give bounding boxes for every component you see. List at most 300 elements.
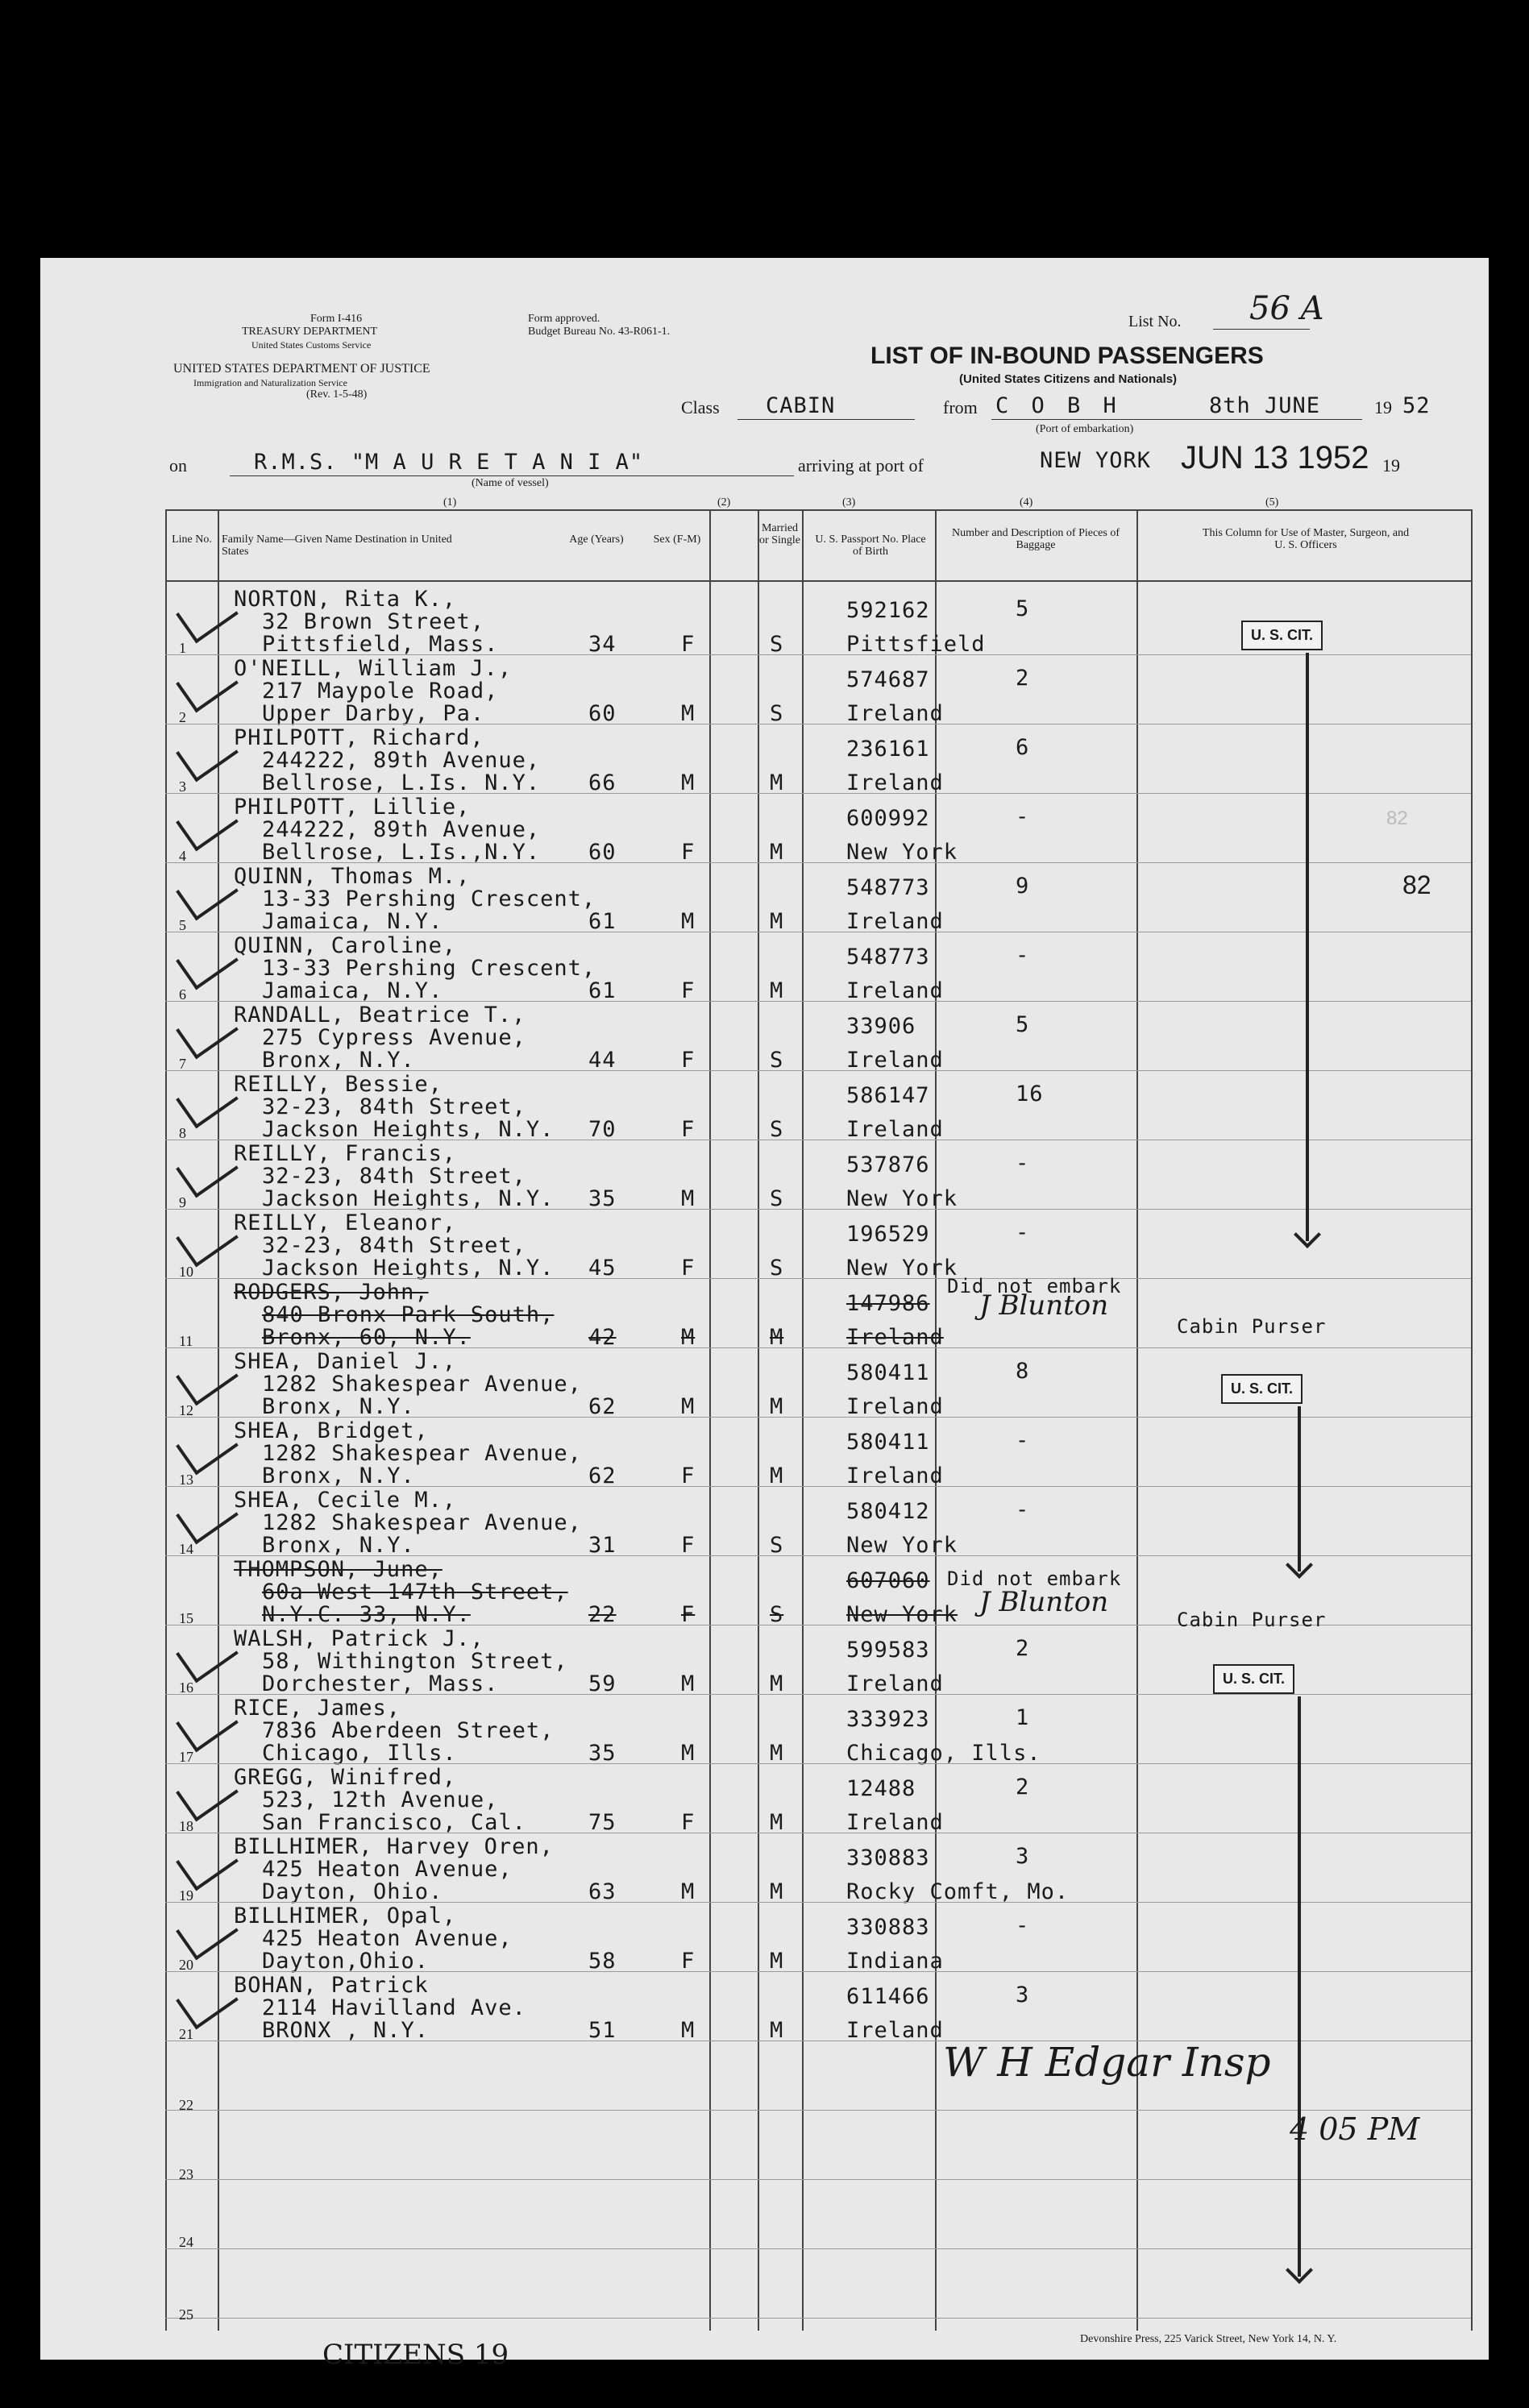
- check-mark-icon: [176, 932, 239, 990]
- sex-value: F: [681, 1256, 696, 1281]
- line-number: 13: [179, 1472, 193, 1488]
- check-mark-icon: [176, 1971, 239, 2030]
- table-row: [40, 1973, 1489, 2042]
- baggage-count: 6: [1016, 735, 1030, 760]
- sex-value: M: [681, 1186, 696, 1211]
- address-city: Bronx, N.Y.: [262, 1048, 415, 1073]
- age-value: 62: [588, 1463, 617, 1488]
- age-value: 60: [588, 840, 617, 865]
- sex-value: F: [681, 1949, 696, 1974]
- line-number: 15: [179, 1610, 193, 1626]
- address-street: 13-33 Pershing Crescent,: [262, 886, 596, 911]
- sex-value: F: [681, 1048, 696, 1073]
- marital-value: M: [770, 1810, 784, 1835]
- line-number: 21: [179, 2026, 193, 2042]
- date-value: 8th JUNE: [1209, 393, 1321, 418]
- place-of-birth: Ireland: [846, 1810, 944, 1835]
- passport-number: 599583: [846, 1638, 930, 1663]
- address-street: 1282 Shakespear Avenue,: [262, 1441, 582, 1466]
- time-note: 4 05 PM: [1290, 2111, 1420, 2147]
- marital-value: M: [770, 2018, 784, 2043]
- line-number: 10: [179, 1264, 193, 1280]
- group-bracket-arrow: [1306, 653, 1309, 1241]
- row-divider: [165, 1070, 1471, 1071]
- row-divider: [165, 2179, 1471, 2180]
- marital-value: S: [770, 1533, 784, 1558]
- age-value: 61: [588, 909, 617, 934]
- age-value: 42: [588, 1325, 617, 1350]
- passport-number: 236161: [846, 737, 930, 762]
- check-mark-icon: [176, 1694, 239, 1753]
- passenger-name: SHEA, Bridget,: [234, 1418, 429, 1443]
- line-number: 14: [179, 1541, 193, 1557]
- row-divider: [165, 2318, 1471, 2319]
- line-number: 20: [179, 1957, 193, 1973]
- passenger-name: REILLY, Francis,: [234, 1141, 457, 1166]
- address-street: 13-33 Pershing Crescent,: [262, 956, 596, 981]
- table-row: [40, 1072, 1489, 1141]
- place-of-birth: New York: [846, 1256, 958, 1281]
- row-divider: [165, 1763, 1471, 1764]
- line-number: 4: [179, 848, 186, 864]
- passenger-name: BILLHIMER, Harvey Oren,: [234, 1834, 554, 1859]
- line-number: 19: [179, 1887, 193, 1904]
- place-of-birth: New York: [846, 840, 958, 865]
- printer-footer: Devonshire Press, 225 Varick Street, New York 14, N. Y.: [1080, 2333, 1337, 2345]
- address-street: 32-23, 84th Street,: [262, 1094, 526, 1119]
- row-divider: [165, 1486, 1471, 1487]
- vessel-value: R.M.S. "M A U R E T A N I A": [254, 450, 644, 475]
- citizens-count: CITIZENS 19: [322, 2339, 509, 2371]
- line-number: 11: [179, 1333, 193, 1349]
- inspector-signature: W H Edgar Insp: [943, 2039, 1271, 2086]
- marital-value: M: [770, 1325, 784, 1350]
- place-of-birth: Ireland: [846, 1325, 944, 1350]
- row-divider: [165, 1971, 1471, 1972]
- place-of-birth: Ireland: [846, 770, 944, 795]
- address-city: Jackson Heights, N.Y.: [262, 1186, 555, 1211]
- passenger-name: PHILPOTT, Richard,: [234, 725, 484, 750]
- address-city: San Francisco, Cal.: [262, 1810, 526, 1835]
- passenger-name: WALSH, Patrick J.,: [234, 1626, 484, 1651]
- baggage-count: 8: [1016, 1359, 1030, 1384]
- check-mark-icon: [176, 1902, 239, 1961]
- age-value: 60: [588, 701, 617, 726]
- age-value: 59: [588, 1671, 617, 1696]
- marital-value: S: [770, 1602, 784, 1627]
- us-citizen-badge: U. S. CIT.: [1221, 1374, 1303, 1404]
- sex-value: F: [681, 1602, 696, 1627]
- address-street: 523, 12th Avenue,: [262, 1787, 499, 1812]
- address-street: 32-23, 84th Street,: [262, 1164, 526, 1189]
- place-of-birth: New York: [846, 1186, 958, 1211]
- passport-number: 333923: [846, 1707, 930, 1732]
- row-divider: [165, 1347, 1471, 1348]
- from-label: from: [943, 397, 978, 417]
- passport-number: 12488: [846, 1776, 916, 1801]
- row-divider: [165, 2248, 1471, 2249]
- cabin-purser-note: Cabin Purser: [1177, 1609, 1327, 1631]
- baggage-count: 5: [1016, 1012, 1030, 1037]
- marital-value: M: [770, 978, 784, 1003]
- address-city: Pittsfield, Mass.: [262, 632, 499, 657]
- table-row: [40, 933, 1489, 1003]
- faded-count-82: 82: [1386, 808, 1408, 829]
- check-mark-icon: [176, 585, 239, 644]
- baggage-count: 16: [1016, 1082, 1044, 1106]
- dept-justice: UNITED STATES DEPARTMENT OF JUSTICE: [173, 362, 430, 376]
- revision: (Rev. 1-5-48): [306, 388, 368, 401]
- age-value: 35: [588, 1741, 617, 1766]
- line-number: 8: [179, 1125, 186, 1141]
- row-divider: [165, 1001, 1471, 1002]
- marital-value: M: [770, 1741, 784, 1766]
- marital-value: S: [770, 1117, 784, 1142]
- row-divider: [165, 1694, 1471, 1695]
- header-officers: This Column for Use of Master, Surgeon, and U. S. Officers: [1202, 527, 1410, 551]
- port-embarkation-label: (Port of embarkation): [1036, 423, 1134, 435]
- passport-number: 580411: [846, 1430, 930, 1455]
- passport-number: 580412: [846, 1499, 930, 1524]
- age-value: 61: [588, 978, 617, 1003]
- passport-number: 611466: [846, 1984, 930, 2009]
- address-city: Bellrose, L.Is. N.Y.: [262, 770, 541, 795]
- address-city: BRONX , N.Y.: [262, 2018, 430, 2043]
- passenger-list-sheet: [40, 258, 1489, 2371]
- sex-value: M: [681, 770, 696, 795]
- list-number-label: List No.: [1128, 313, 1182, 330]
- address-street: 244222, 89th Avenue,: [262, 817, 541, 842]
- place-of-birth: Ireland: [846, 2018, 944, 2043]
- table-row: [40, 1904, 1489, 1973]
- passport-number: 548773: [846, 875, 930, 900]
- check-mark-icon: [176, 1625, 239, 1684]
- immigration-service: Immigration and Naturalization Service: [193, 377, 347, 388]
- check-mark-icon: [176, 793, 239, 852]
- place-of-birth: New York: [846, 1602, 958, 1627]
- check-mark-icon: [176, 1070, 239, 1129]
- address-city: Jackson Heights, N.Y.: [262, 1117, 555, 1142]
- passport-number: 330883: [846, 1845, 930, 1870]
- check-mark-icon: [176, 1833, 239, 1891]
- age-value: 62: [588, 1394, 617, 1419]
- address-street: 217 Maypole Road,: [262, 679, 499, 704]
- marital-value: S: [770, 1256, 784, 1281]
- arrival-date-stamp: JUN 13 1952: [1181, 440, 1369, 475]
- did-not-embark-note: Did not embark: [947, 1275, 1122, 1297]
- group-bracket-arrow: [1298, 1406, 1301, 1571]
- did-not-embark-note: Did not embark: [947, 1567, 1122, 1590]
- line-number: 5: [179, 917, 186, 933]
- table-row: [40, 1418, 1489, 1488]
- baggage-count: -: [1016, 1220, 1030, 1245]
- table-row: [40, 656, 1489, 725]
- place-of-birth: Ireland: [846, 1671, 944, 1696]
- line-number: 25: [179, 2306, 193, 2323]
- address-city: Upper Darby, Pa.: [262, 701, 485, 726]
- budget-bureau: Budget Bureau No. 43-R061-1.: [528, 326, 671, 338]
- line-number: 22: [179, 2097, 193, 2113]
- row-divider: [165, 654, 1471, 655]
- line-number: 6: [179, 986, 186, 1003]
- table-row: [40, 1834, 1489, 1904]
- list-number-value: 56 A: [1249, 290, 1324, 327]
- row-divider: [165, 2110, 1471, 2111]
- table-row: [40, 1696, 1489, 1765]
- check-mark-icon: [176, 1486, 239, 1545]
- passenger-name: RANDALL, Beatrice T.,: [234, 1003, 526, 1028]
- line-number: 18: [179, 1818, 193, 1834]
- baggage-count: 9: [1016, 874, 1030, 899]
- baggage-count: 2: [1016, 666, 1030, 691]
- passenger-name: SHEA, Cecile M.,: [234, 1488, 457, 1513]
- customs-service: United States Customs Service: [251, 339, 372, 351]
- age-value: 34: [588, 632, 617, 657]
- passenger-name: NORTON, Rita K.,: [234, 587, 457, 612]
- passport-number: 196529: [846, 1222, 930, 1247]
- table-row: [40, 1141, 1489, 1210]
- line-number: 7: [179, 1056, 186, 1072]
- form-approved: Form approved.: [528, 313, 600, 325]
- group-bracket-arrow: [1298, 1696, 1301, 2277]
- line-number: 12: [179, 1402, 193, 1418]
- address-street: 840 Bronx Park South,: [262, 1302, 555, 1327]
- line-number: 17: [179, 1749, 193, 1765]
- passenger-name: QUINN, Thomas M.,: [234, 864, 471, 889]
- sex-value: F: [681, 1463, 696, 1488]
- table-row: [40, 1003, 1489, 1072]
- place-of-birth: Chicago, Ills.: [846, 1741, 1041, 1766]
- age-value: 31: [588, 1533, 617, 1558]
- marital-value: S: [770, 632, 784, 657]
- sex-value: F: [681, 840, 696, 865]
- form-number: Form I-416: [310, 313, 363, 325]
- check-mark-icon: [176, 1140, 239, 1198]
- address-street: 244222, 89th Avenue,: [262, 748, 541, 773]
- baggage-count: 2: [1016, 1775, 1030, 1800]
- address-city: Bronx, N.Y.: [262, 1463, 415, 1488]
- passport-number: 548773: [846, 945, 930, 969]
- table-row: [40, 1765, 1489, 1834]
- row-divider: [165, 1555, 1471, 1556]
- header-sex: Sex (F-M): [653, 533, 701, 546]
- row-divider: [165, 1417, 1471, 1418]
- sex-value: M: [681, 1741, 696, 1766]
- line-number: 2: [179, 709, 186, 725]
- address-city: Dorchester, Mass.: [262, 1671, 499, 1696]
- check-mark-icon: [176, 724, 239, 783]
- baggage-count: 2: [1016, 1636, 1030, 1661]
- address-street: 425 Heaton Avenue,: [262, 1857, 513, 1882]
- place-of-birth: Ireland: [846, 978, 944, 1003]
- passenger-name: REILLY, Eleanor,: [234, 1210, 457, 1235]
- row-divider: [165, 1209, 1471, 1210]
- check-mark-icon: [176, 1417, 239, 1476]
- marital-value: M: [770, 1463, 784, 1488]
- age-value: 75: [588, 1810, 617, 1835]
- cabin-purser-note: Cabin Purser: [1177, 1315, 1327, 1338]
- address-city: Bronx, 60, N.Y.: [262, 1325, 471, 1350]
- address-city: Dayton, Ohio.: [262, 1879, 443, 1904]
- place-of-birth: Indiana: [846, 1949, 944, 1974]
- line-number: 16: [179, 1679, 193, 1696]
- place-of-birth: Ireland: [846, 1394, 944, 1419]
- sex-value: M: [681, 2018, 696, 2043]
- passenger-name: BOHAN, Patrick: [234, 1973, 429, 1998]
- sex-value: M: [681, 909, 696, 934]
- from-value: C O B H: [995, 393, 1121, 418]
- age-value: 35: [588, 1186, 617, 1211]
- marital-value: M: [770, 1949, 784, 1974]
- passport-number: 586147: [846, 1083, 930, 1108]
- marital-value: M: [770, 1879, 784, 1904]
- page-subtitle: (United States Citizens and Nationals): [959, 372, 1178, 386]
- address-city: Bronx, N.Y.: [262, 1394, 415, 1419]
- line-number: 1: [179, 640, 186, 656]
- check-mark-icon: [176, 1763, 239, 1822]
- passport-number: 592162: [846, 598, 930, 623]
- age-value: 66: [588, 770, 617, 795]
- place-of-birth: Ireland: [846, 1048, 944, 1073]
- table-row: [40, 725, 1489, 795]
- address-street: 1282 Shakespear Avenue,: [262, 1372, 582, 1397]
- port-value: NEW YORK: [1040, 448, 1152, 473]
- header-age: Age (Years): [569, 533, 624, 546]
- address-city: Jamaica, N.Y.: [262, 909, 443, 934]
- age-value: 51: [588, 2018, 617, 2043]
- sex-value: M: [681, 1325, 696, 1350]
- row-divider: [165, 862, 1471, 863]
- on-label: on: [169, 455, 187, 475]
- address-street: 7836 Aberdeen Street,: [262, 1718, 555, 1743]
- passport-number: 330883: [846, 1915, 930, 1940]
- col-number-4: (4): [1020, 496, 1033, 509]
- address-street: 2114 Havilland Ave.: [262, 1995, 526, 2020]
- age-value: 58: [588, 1949, 617, 1974]
- passenger-name: REILLY, Bessie,: [234, 1072, 442, 1097]
- passenger-name: BILLHIMER, Opal,: [234, 1904, 457, 1928]
- marital-value: M: [770, 1671, 784, 1696]
- address-city: Chicago, Ills.: [262, 1741, 457, 1766]
- baggage-count: -: [1016, 1497, 1030, 1522]
- marital-value: S: [770, 1048, 784, 1073]
- us-citizen-badge: U. S. CIT.: [1241, 621, 1323, 650]
- baggage-count: -: [1016, 804, 1030, 829]
- purser-signature: J Blunton: [979, 1586, 1109, 1618]
- baggage-count: 3: [1016, 1844, 1030, 1869]
- passport-number: 537876: [846, 1152, 930, 1177]
- header-married: Married or Single: [759, 522, 800, 546]
- page-title: LIST OF IN-BOUND PASSENGERS: [870, 343, 1264, 369]
- place-of-birth: Ireland: [846, 701, 944, 726]
- passenger-name: THOMPSON, June,: [234, 1557, 442, 1582]
- age-value: 63: [588, 1879, 617, 1904]
- age-value: 44: [588, 1048, 617, 1073]
- margin-count-82: 82: [1402, 870, 1431, 899]
- year-prefix: 19: [1374, 397, 1392, 417]
- table-row: [40, 1488, 1489, 1557]
- header-name: Family Name—Given Name Destination in United States: [222, 533, 452, 558]
- passenger-name: QUINN, Caroline,: [234, 933, 457, 958]
- age-value: 22: [588, 1602, 617, 1627]
- table-row: [40, 1280, 1489, 1349]
- passenger-name: GREGG, Winifred,: [234, 1765, 457, 1790]
- address-street: 1282 Shakespear Avenue,: [262, 1510, 582, 1535]
- table-row: [40, 795, 1489, 864]
- table-row: [40, 1210, 1489, 1280]
- marital-value: S: [770, 1186, 784, 1211]
- address-street: 275 Cypress Avenue,: [262, 1025, 526, 1050]
- sex-value: M: [681, 1879, 696, 1904]
- passenger-name: RODGERS, John,: [234, 1280, 429, 1305]
- address-street: 32 Brown Street,: [262, 609, 485, 634]
- class-value: CABIN: [766, 393, 836, 418]
- passenger-name: SHEA, Daniel J.,: [234, 1349, 457, 1374]
- place-of-birth: Ireland: [846, 1463, 944, 1488]
- passport-number: 33906: [846, 1014, 916, 1039]
- sex-value: F: [681, 632, 696, 657]
- passenger-name: O'NEILL, William J.,: [234, 656, 513, 681]
- age-value: 45: [588, 1256, 617, 1281]
- age-value: 70: [588, 1117, 617, 1142]
- marital-value: M: [770, 909, 784, 934]
- col-number-2: (2): [717, 496, 731, 509]
- purser-signature: J Blunton: [979, 1289, 1109, 1322]
- baggage-count: 1: [1016, 1705, 1030, 1730]
- place-of-birth: Ireland: [846, 909, 944, 934]
- address-city: Jackson Heights, N.Y.: [262, 1256, 555, 1281]
- header-baggage: Number and Description of Pieces of Baggage: [952, 527, 1120, 551]
- marital-value: M: [770, 770, 784, 795]
- line-number: 3: [179, 778, 186, 795]
- year-value: 52: [1402, 393, 1431, 418]
- baggage-count: 3: [1016, 1982, 1030, 2007]
- address-city: N.Y.C. 33, N.Y.: [262, 1602, 471, 1627]
- line-number: 23: [179, 2166, 193, 2182]
- sex-value: M: [681, 701, 696, 726]
- check-mark-icon: [176, 654, 239, 713]
- line-number: 9: [179, 1194, 186, 1210]
- us-citizen-badge: U. S. CIT.: [1213, 1664, 1294, 1694]
- row-divider: [165, 793, 1471, 794]
- vessel-name-label: (Name of vessel): [472, 477, 549, 489]
- sex-value: F: [681, 1810, 696, 1835]
- col-number-3: (3): [842, 496, 856, 509]
- address-city: Jamaica, N.Y.: [262, 978, 443, 1003]
- row-divider: [165, 1902, 1471, 1903]
- check-mark-icon: [176, 1347, 239, 1406]
- sex-value: F: [681, 1117, 696, 1142]
- header-line-no: Line No.: [172, 533, 212, 546]
- stamp-year-19: 19: [1382, 455, 1400, 475]
- address-city: Bellrose, L.Is.,N.Y.: [262, 840, 541, 865]
- address-city: Dayton,Ohio.: [262, 1949, 430, 1974]
- passport-number: 147986: [846, 1291, 930, 1316]
- baggage-count: 5: [1016, 596, 1030, 621]
- row-divider: [165, 1278, 1471, 1279]
- place-of-birth: Pittsfield: [846, 632, 986, 657]
- address-street: 60a West 147th Street,: [262, 1580, 568, 1605]
- check-mark-icon: [176, 1001, 239, 1060]
- check-mark-icon: [176, 862, 239, 921]
- baggage-count: -: [1016, 943, 1030, 968]
- sex-value: F: [681, 1533, 696, 1558]
- sex-value: M: [681, 1671, 696, 1696]
- check-mark-icon: [176, 1209, 239, 1268]
- baggage-count: -: [1016, 1913, 1030, 1938]
- place-of-birth: Ireland: [846, 1117, 944, 1142]
- arriving-label: arriving at port of: [798, 455, 924, 475]
